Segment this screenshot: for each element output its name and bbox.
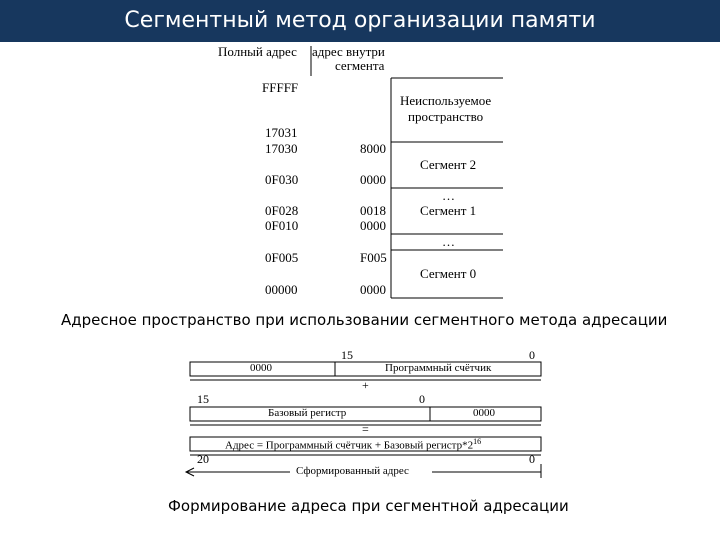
full-address-0f010: 0F010 (265, 218, 299, 233)
offset-0018: 0018 (360, 203, 386, 218)
full-address-17030: 17030 (265, 141, 298, 156)
full-address-0f005: 0F005 (265, 250, 299, 265)
ellipsis-2: … (442, 234, 455, 249)
full-address-0f030: 0F030 (265, 172, 299, 187)
pc-bit-0: 0 (529, 348, 535, 362)
full-address-ffff: FFFFF (262, 80, 299, 95)
base-bit-15: 15 (197, 392, 209, 406)
segment-0-label: Сегмент 0 (420, 266, 477, 281)
unused-space-label-line1: Неиспользуемое (400, 93, 492, 108)
address-formula (225, 437, 481, 452)
offset-0000-c: 0000 (360, 282, 386, 297)
pc-zero-part: 0000 (250, 362, 272, 374)
base-register-label: Базовый регистр (268, 407, 347, 419)
offset-8000: 8000 (360, 141, 386, 156)
address-formula-exponent: 16 (473, 437, 482, 446)
column-header-full-address: Полный адрес (218, 44, 297, 59)
base-bit-0: 0 (419, 392, 425, 406)
column-header-offset-line2: сегмента (335, 58, 385, 73)
column-header-offset-line1: адрес внутри (312, 44, 385, 59)
unused-space-label-line2: пространство (408, 109, 484, 124)
offset-0000-b: 0000 (360, 218, 386, 233)
full-address-0f028: 0F028 (265, 203, 299, 218)
segment-2-label: Сегмент 2 (420, 157, 477, 172)
plus-sign: + (362, 378, 369, 392)
equals-sign: = (362, 422, 369, 436)
formed-address-label: Сформированный адрес (296, 465, 409, 477)
offset-0000-a: 0000 (360, 172, 386, 187)
caption-address-space: Адресное пространство при использовании сегментного метода адресации (61, 311, 668, 329)
ellipsis-1: … (442, 188, 455, 203)
address-formula-text: Адрес = Программный счётчик + Базовый регистр*2 (225, 439, 474, 452)
full-address-17031: 17031 (265, 125, 298, 140)
slide-title: Сегментный метод организации памяти (0, 0, 720, 42)
offset-f005: F005 (360, 250, 387, 265)
segment-1-label: Сегмент 1 (420, 203, 477, 218)
result-bit-20: 20 (197, 452, 209, 466)
base-zero-part: 0000 (473, 407, 495, 419)
caption-address-formation: Формирование адреса при сегментной адресации (168, 497, 569, 515)
full-address-00000: 00000 (265, 282, 298, 297)
result-bit-0: 0 (529, 452, 535, 466)
pc-bit-15: 15 (341, 348, 353, 362)
program-counter-label: Программный счётчик (385, 362, 492, 374)
